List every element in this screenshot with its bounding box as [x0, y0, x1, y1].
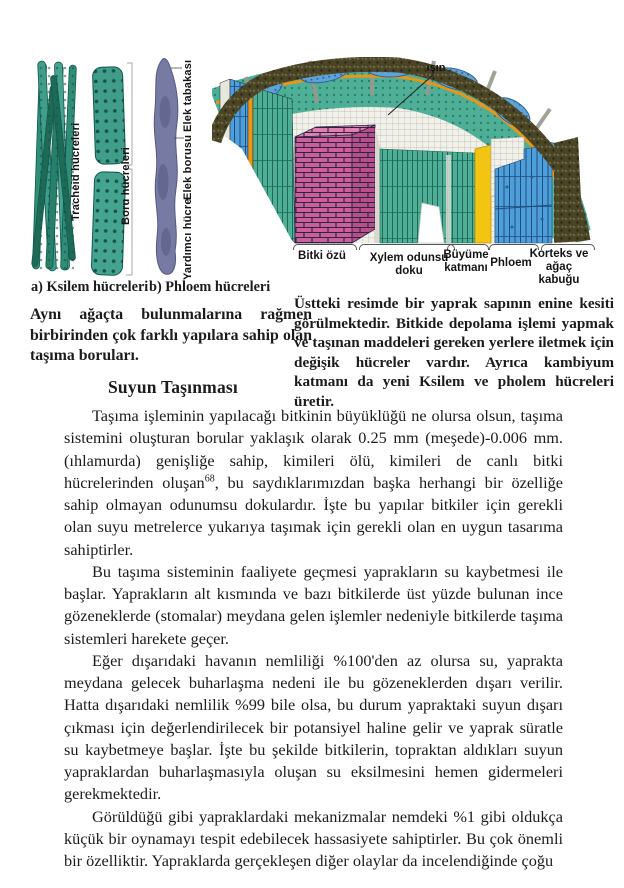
cambium-strip [475, 145, 491, 243]
footnote-reference: 68 [204, 473, 215, 485]
label-ray: ışın [426, 62, 446, 74]
article-body [64, 377, 563, 872]
label-sieve-tube: Elek borusu [182, 134, 194, 200]
caption-a-xylem: a) Ksilem hücreleri [31, 279, 149, 295]
pith-block [295, 125, 375, 243]
label-growth-layer: Büyüme katmanı [443, 249, 489, 274]
label-sieve-plate: Elek tabakası [182, 59, 194, 133]
label-pith: Bitki özü [298, 250, 346, 262]
caption-stem-figure: Üstteki resimde bir yaprak sapının enine kesiti görülmektedir. Bitkide depolama işlemi yapmak ve taşınan maddeleri gereken yerlere iletmek için değişik hücreler vardır. Ayrıca kambiyum katmanı da yeni Ksilem ve pholem hücreleri üretir. [294, 295, 614, 410]
paragraph-1-text: Taşıma işleminin yapılacağı bitkinin büyüklüğü ne olursa olsun, taşıma sistemini oluşturan borular yaklaşık olarak 0.25 mm (meşede)-0.006 mm. (ıhlamurda) genişliğe sahip, kimileri ölü, kimileri de canlı bitki hücrelerinden oluşan [64, 406, 563, 492]
label-vessel-cells: Boru hücreleri [120, 147, 132, 225]
label-xylem-wood: Xylem odunsu doku [369, 252, 449, 277]
label-tracheid-cells: Tracheid hücreleri [70, 122, 82, 222]
label-phloem: Phloem [490, 257, 532, 269]
figure-stem-cross-section [212, 57, 615, 248]
sieve-tube-drawing [154, 59, 184, 275]
section-heading: Suyun Taşınması [108, 377, 238, 397]
label-companion-cell: Yardımcı hücre [182, 198, 194, 280]
paragraph-1-continuation: , bu saydıklarımızdan başka herhangi bir özelliğe sahip olmayan odunumsu dokulardır. İşte bu yapılar bitkiler için gerekli olan suyu metrelerce yukarıya taşımak için gerekli olan en uygun tasarıma sahiptirler. [64, 472, 563, 559]
caption-b-phloem: b) Phloem hücreleri [149, 279, 271, 295]
paragraph-4: Görüldüğü gibi yapraklardaki mekanizmalar nemdeki %1 gibi oldukça küçük bir oynamayı tespit edebilecek hassasiyete sahiptirler. Bu çok önemli bir özelliktir. Yapraklarda gerçekleşen diğer olaylar da incelendiğinde çoğu [64, 806, 563, 870]
label-cortex-bark: Korteks ve ağaç kabuğu [529, 248, 589, 286]
paragraph-1 [64, 405, 563, 561]
paragraph-3: Eğer dışarıdaki havanın nemliliği %100'den az olursa su, yaprakta meydana gelecek buharlaşma nedeni ile bu gözeneklerden dışarı verilir. Hatta dışarıdaki nemlilik %99 bile olsa, bu durum yapraktaki suyun dışarı çıkması için değerlendirilecek bir potansiyel haline gelir ve yaprak süratle su kaybetmeye başlar. İşte bu şekilde bitkilerin, topraktan aldıkları suyun yapraklardan buharlaşmasıyla oluşan su eksilmesini hemen gidermeleri gerekmektedir. [64, 650, 563, 804]
caption-cells-figure: Aynı ağaçta bulunmalarına rağmen birbirinden çok farklı yapılara sahip olan taşıma boruları. [30, 306, 312, 364]
paragraph-2: Bu taşıma sisteminin faaliyete geçmesi yaprakların su kaybetmesi ile başlar. Yaprakların alt kısmında ve bazı bitkilerde üst yüzde bulunan ince gözeneklerde (stomalar) meydana gelen işlemler nedeniyle bitkilerde taşıma sistemleri harekete geçer. [64, 561, 563, 648]
